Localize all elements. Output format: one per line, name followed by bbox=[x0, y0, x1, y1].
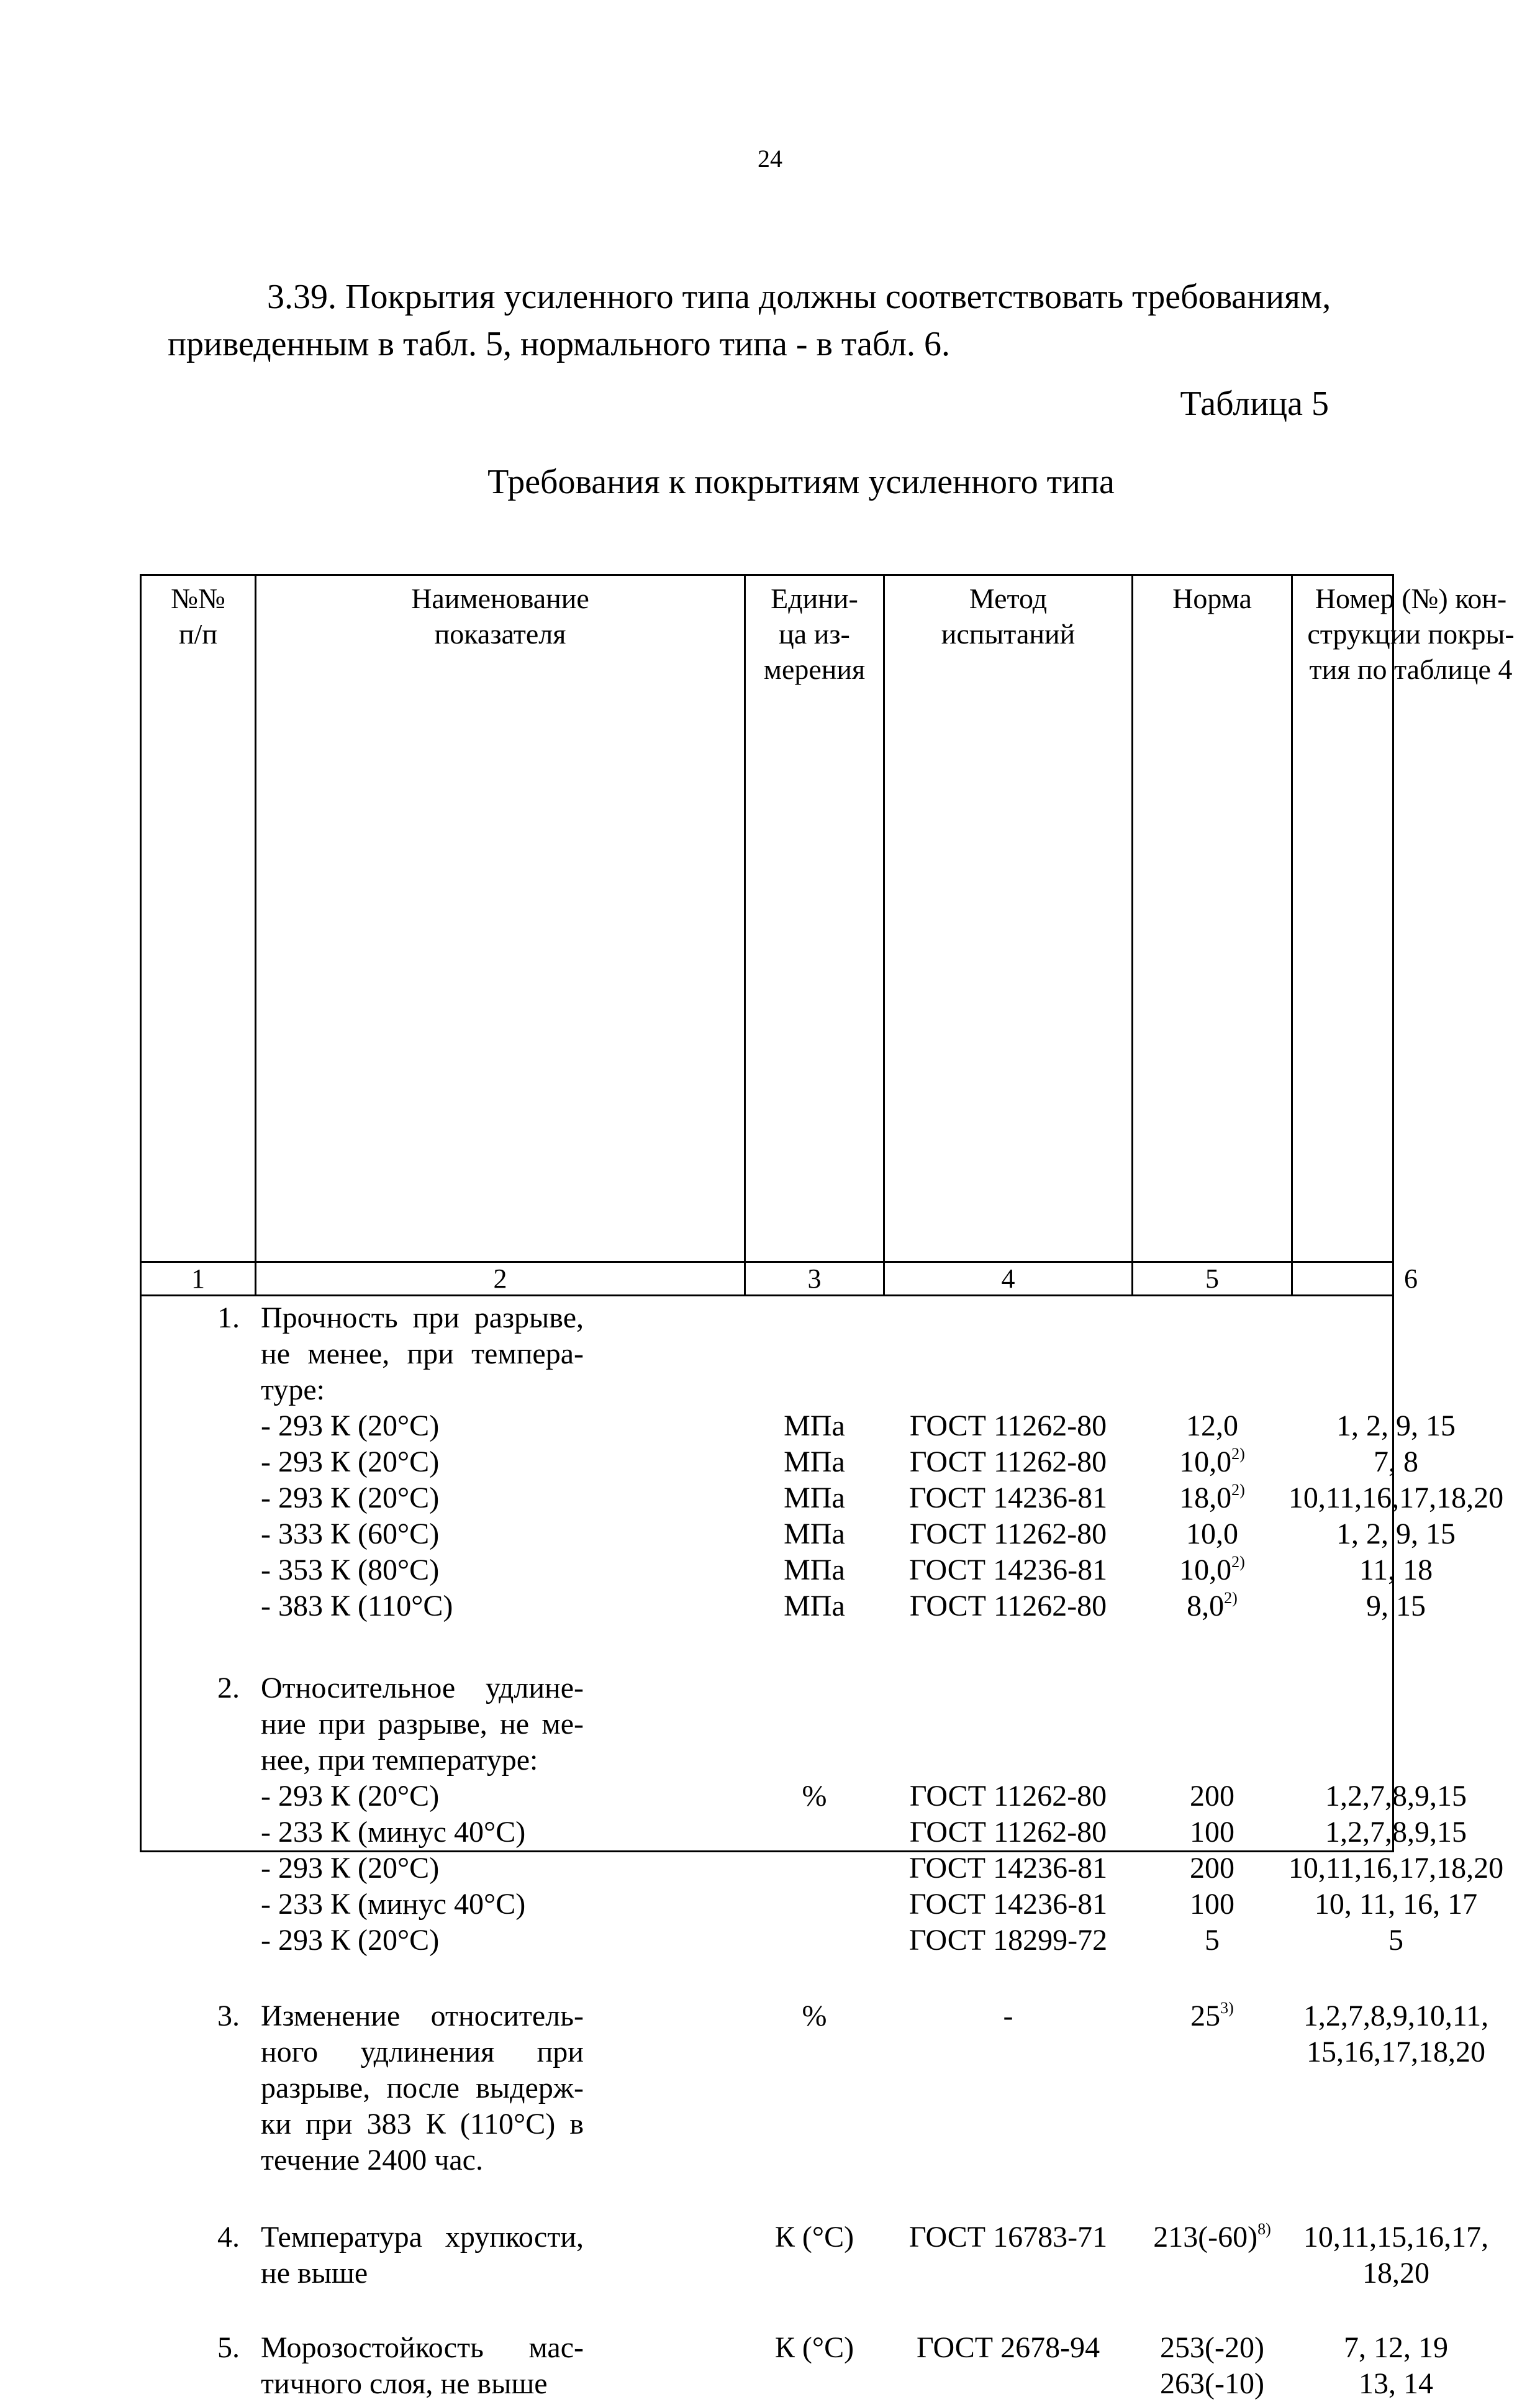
construction-cell: 7, 12, 19 13, 14 bbox=[1344, 2331, 1448, 2400]
row-number: 5. bbox=[217, 2331, 240, 2364]
unit-cell: К (°С) bbox=[774, 2331, 854, 2364]
intro-line-2: приведенным в табл. 5, нормального типа - в табл. 6. bbox=[168, 325, 950, 363]
indicator-name: Прочность при разрыве, не менее, при темпера- туре: - 293 К (20°С) - 293 К (20°С) - 293 К (20°С) - 333 К (60°С) - 353 К (80°С) - 383 К (110°С) bbox=[261, 1301, 584, 1622]
footnote-mark: 3) bbox=[1220, 1999, 1234, 2017]
column-number: 4 bbox=[1001, 1263, 1015, 1294]
table-label: Таблица 5 bbox=[1180, 384, 1329, 423]
unit-cell: % bbox=[802, 1999, 827, 2032]
row-number: 4. bbox=[217, 2221, 240, 2254]
column-number: 3 bbox=[807, 1263, 822, 1294]
construction-cell: 1, 2, 9, 15 7, 8 10,11,16,17,18,20 1, 2, 9, 15 11, 18 9, 15 bbox=[1288, 1409, 1504, 1622]
header-indicator: Наименование показателя bbox=[411, 583, 589, 650]
unit-cell: % bbox=[802, 1780, 827, 1813]
grid-line bbox=[255, 576, 256, 1294]
method-cell: ГОСТ 2678-94 bbox=[916, 2331, 1100, 2364]
header-unit: Едини- ца из- мерения bbox=[763, 583, 866, 685]
footnote-mark: 2) bbox=[1231, 1445, 1245, 1463]
norm-cell: $213(-60)^{8)}$ bbox=[1153, 2220, 1271, 2254]
norm-cell: 12,0 10,0$^{2)}$ 18,0$^{2)}$ 10,0 10,0$^{2)}$ 8,0$^{2)}$ bbox=[1179, 1409, 1245, 1622]
row-number: 1. bbox=[217, 1301, 240, 1334]
construction-cell: 10,11,15,16,17, 18,20 bbox=[1303, 2221, 1489, 2290]
column-number: 2 bbox=[493, 1263, 507, 1294]
construction-cell: 1,2,7,8,9,10,11, 15,16,17,18,20 bbox=[1303, 1999, 1489, 2068]
indicator-name: Температура хрупкости, не выше bbox=[261, 2221, 584, 2290]
column-number: 5 bbox=[1205, 1263, 1219, 1294]
footnote-mark: 2) bbox=[1231, 1553, 1245, 1571]
header-norm: Норма bbox=[1172, 583, 1252, 614]
column-number: 6 bbox=[1404, 1263, 1418, 1294]
norm-cell: 200 100 200 100 5 bbox=[1190, 1780, 1234, 1957]
norm-cell: 25$^{3)}$ bbox=[1190, 1999, 1234, 2032]
indicator-name: Морозостойкость мас- тичного слоя, не выше bbox=[261, 2331, 584, 2400]
method-cell: ГОСТ 11262-80 ГОСТ 11262-80 ГОСТ 14236-81 ГОСТ 11262-80 ГОСТ 14236-81 ГОСТ 11262-80 bbox=[908, 1409, 1108, 1622]
header-number: №№ п/п bbox=[171, 583, 225, 650]
row-number: 3. bbox=[217, 1999, 240, 2032]
norm-cell: 253(-20) 263(-10) bbox=[1160, 2331, 1264, 2400]
requirements-table bbox=[140, 574, 1515, 2400]
unit-cell: МПа МПа МПа МПа МПа МПа bbox=[784, 1409, 845, 1622]
row-number: 2. bbox=[217, 1672, 240, 1704]
unit-cell: К (°С) bbox=[774, 2221, 854, 2254]
header-construction: Номер (№) кон- струкции покры- тия по таблице 4 bbox=[1307, 583, 1515, 685]
footnote-mark: 2) bbox=[1231, 1481, 1245, 1499]
footnote-mark: 8) bbox=[1257, 2220, 1271, 2238]
indicator-name: Изменение относитель- ного удлинения при разрыве, после выдерж- ки при 383 К (110°С) в течение 2400 час. bbox=[261, 1999, 584, 2177]
grid-line bbox=[1131, 576, 1133, 1294]
intro-line-1: 3.39. Покрытия усиленного типа должны соответствовать требованиям, bbox=[267, 278, 1331, 316]
page-number: 24 bbox=[758, 145, 782, 173]
construction-cell: 1,2,7,8,9,15 1,2,7,8,9,15 10,11,16,17,18,20 10, 11, 16, 17 5 bbox=[1288, 1780, 1504, 1957]
grid-line bbox=[883, 576, 885, 1294]
method-cell: ГОСТ 11262-80 ГОСТ 11262-80 ГОСТ 14236-81 ГОСТ 14236-81 ГОСТ 18299-72 bbox=[908, 1780, 1108, 1957]
table-title: Требования к покрытиям усиленного типа bbox=[487, 463, 1115, 501]
intro-paragraph bbox=[168, 273, 1397, 368]
method-cell: ГОСТ 16783-71 bbox=[908, 2221, 1108, 2254]
footnote-mark: 2) bbox=[1224, 1589, 1238, 1607]
method-cell: - bbox=[1003, 1999, 1013, 2032]
column-number: 1 bbox=[191, 1263, 205, 1294]
header-method: Метод испытаний bbox=[941, 583, 1076, 650]
indicator-name: Относительное удлине- ние при разрыве, не ме- нее, при температуре: - 293 К (20°С) - 233 К (минус 40°С) - 293 К (20°С) - 233 К (минус 40°С) - 293 К (20°С) bbox=[261, 1672, 584, 1957]
